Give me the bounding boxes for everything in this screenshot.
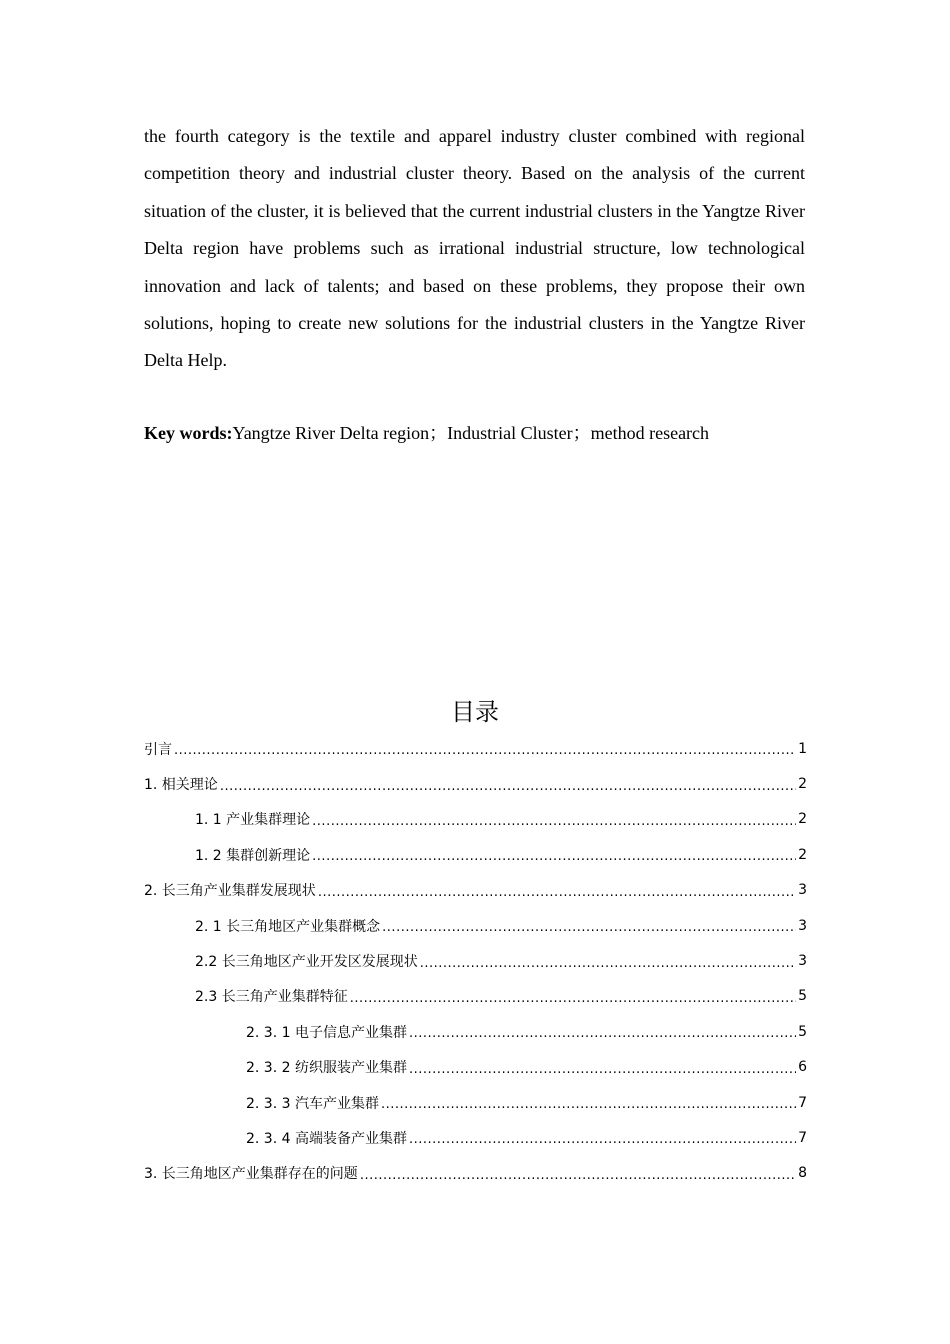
toc-entry-title: 3. 长三角地区产业集群存在的问题	[144, 1166, 358, 1183]
toc-entry-page: 5	[798, 988, 807, 1005]
toc-entry-page: 5	[798, 1023, 807, 1040]
toc-leader-dots	[312, 814, 796, 829]
toc-entry[interactable]	[144, 766, 807, 801]
toc-entry[interactable]	[144, 1156, 807, 1191]
table-of-contents	[144, 731, 807, 1191]
keywords-line	[144, 416, 844, 450]
toc-entry-title: 2. 长三角产业集群发展现状	[144, 883, 316, 900]
toc-entry-title: 1. 2 集群创新理论	[195, 847, 311, 864]
toc-entry-title: 2.3 长三角产业集群特征	[195, 989, 348, 1006]
toc-entry-page: 8	[798, 1165, 807, 1182]
toc-entry[interactable]	[144, 873, 807, 908]
toc-entry-title: 1. 1 产业集群理论	[195, 812, 311, 829]
keywords-value: Yangtze River Delta region；Industrial Cluster；method research	[232, 423, 710, 443]
toc-leader-dots	[174, 743, 796, 758]
toc-entry-title: 2. 3. 1 电子信息产业集群	[246, 1024, 407, 1041]
toc-entry-page: 3	[798, 953, 807, 970]
toc-leader-dots	[409, 1062, 796, 1077]
toc-entry-title: 引言	[144, 741, 172, 758]
toc-entry-title: 2. 3. 3 汽车产业集群	[246, 1095, 379, 1112]
toc-entry-title: 2.2 长三角地区产业开发区发展现状	[195, 954, 418, 971]
toc-entry-page: 1	[798, 740, 807, 757]
toc-entry-page: 7	[798, 1094, 807, 1111]
toc-entry[interactable]	[144, 1050, 807, 1085]
toc-entry-page: 2	[798, 811, 807, 828]
toc-entry[interactable]	[144, 979, 807, 1014]
toc-leader-dots	[381, 1097, 796, 1112]
toc-entry[interactable]	[144, 731, 807, 766]
toc-entry-title: 2. 1 长三角地区产业集群概念	[195, 918, 381, 935]
toc-entry-title: 1. 相关理论	[144, 777, 218, 794]
abstract-paragraph: the fourth category is the textile and apparel industry cluster combined with regional competition theory and industrial cluster theory. Based on the analysis of the current situation of the cluster, it is believed that the current industrial clusters in the Yangtze River Delta region have problems such as irrational industrial structure, low technological innovation and lack of talents; and based on these problems, they propose their own solutions, hoping to create new solutions for the industrial clusters in the Yangtze River Delta Help.	[144, 126, 805, 371]
toc-leader-dots	[318, 885, 796, 900]
toc-entry[interactable]	[144, 837, 807, 872]
toc-entry-page: 3	[798, 882, 807, 899]
toc-entry-page: 2	[798, 846, 807, 863]
toc-leader-dots	[312, 849, 796, 864]
toc-entry[interactable]	[144, 1120, 807, 1155]
toc-leader-dots	[350, 991, 796, 1006]
toc-entry[interactable]	[144, 1085, 807, 1120]
toc-title: 目录	[451, 698, 499, 726]
toc-leader-dots	[409, 1026, 796, 1041]
toc-entry[interactable]	[144, 802, 807, 837]
toc-leader-dots	[382, 920, 796, 935]
toc-entry-page: 7	[798, 1129, 807, 1146]
toc-entry-title: 2. 3. 4 高端装备产业集群	[246, 1130, 407, 1147]
toc-leader-dots	[409, 1132, 796, 1147]
toc-entry[interactable]	[144, 908, 807, 943]
toc-leader-dots	[360, 1168, 796, 1183]
toc-entry[interactable]	[144, 1014, 807, 1049]
toc-entry-page: 3	[798, 917, 807, 934]
toc-entry-page: 2	[798, 776, 807, 793]
toc-entry-page: 6	[798, 1059, 807, 1076]
toc-leader-dots	[220, 779, 796, 794]
keywords-label: Key words:	[144, 423, 233, 443]
toc-entry-title: 2. 3. 2 纺织服装产业集群	[246, 1060, 407, 1077]
toc-leader-dots	[420, 956, 796, 971]
toc-entry[interactable]	[144, 943, 807, 978]
